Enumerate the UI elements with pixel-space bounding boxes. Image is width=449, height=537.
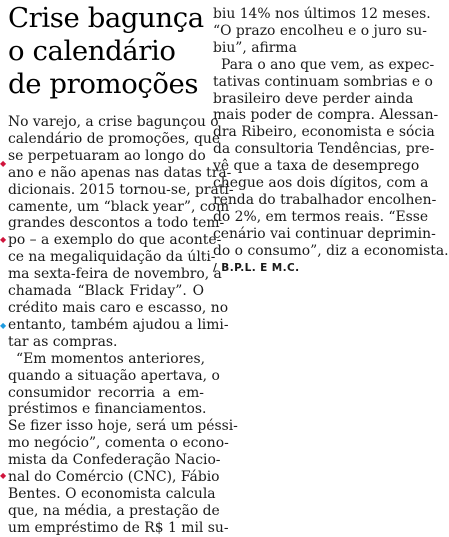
red-marker-icon: ◆	[0, 159, 7, 168]
text-line: Bentes. O economista calcula	[8, 485, 216, 502]
text-line: quando a situação apertava, o	[8, 367, 220, 384]
text-line: Se fizer isso hoje, será um péssi-	[8, 418, 238, 435]
text-line: nal do Comércio (CNC), Fábio	[8, 469, 220, 486]
text-line: mista da Confederação Nacio-	[8, 452, 221, 469]
text-line: tativas continuam sombrias e o	[213, 73, 433, 90]
text-line: um empréstimo de R$ 1 mil su-	[8, 519, 229, 536]
text-line: “Em momentos anteriores,	[16, 350, 206, 367]
text-line: tar as compras.	[8, 333, 118, 350]
text-line: chamada “Black Friday”. O	[8, 283, 204, 300]
headline-line-2: o calendário	[8, 35, 176, 67]
article-signature: / B.P.L. E M.C.	[213, 261, 300, 274]
red-marker-icon: ◆	[0, 235, 7, 244]
text-line: biu 14% nos últimos 12 meses.	[213, 6, 431, 22]
text-line: po – a exemplo do que aconte-	[8, 232, 222, 249]
article-headline	[8, 2, 204, 101]
text-line: “O prazo encolheu e o juro su-	[213, 22, 427, 39]
text-line: vê que a taxa de desemprego	[213, 158, 420, 175]
text-line: chegue aos dois dígitos, com a	[213, 175, 429, 192]
text-line: préstimos e financiamentos.	[8, 401, 207, 418]
text-line: ma sexta-feira de novembro, a	[8, 266, 222, 283]
headline-line-3: de promoções	[8, 68, 199, 100]
text-line: calendário de promoções, que	[8, 130, 221, 147]
headline-line-1: Crise bagunça	[8, 2, 204, 34]
text-line: biu”, afirma	[213, 39, 297, 56]
text-line: que, na média, a prestação de	[8, 502, 220, 519]
article-column-right	[213, 6, 449, 277]
text-line: Para o ano que vem, as expec-	[221, 56, 435, 73]
red-marker-icon: ◆	[0, 471, 7, 480]
blue-marker-icon: ◆	[0, 321, 7, 330]
text-line: renda do trabalhador encolhen-	[213, 191, 437, 208]
text-line: mais poder de compra. Alessan-	[213, 107, 439, 124]
text-line: crédito mais caro e escasso, no	[8, 299, 229, 316]
text-line: da consultoria Tendências, pre-	[213, 141, 435, 158]
text-line: grandes descontos a todo tem-	[8, 215, 225, 232]
text-line: entanto, também ajudou a limi-	[8, 316, 229, 333]
text-line: dicionais. 2015 tornou-se, prati-	[8, 181, 234, 198]
text-line: ce na megaliquidação da últi-	[8, 249, 216, 266]
text-line: brasileiro deve perder ainda	[213, 90, 414, 107]
text-line: consumidor recorria a em-	[8, 384, 204, 401]
article-column-left	[8, 114, 238, 537]
text-line: mo negócio”, comenta o econo-	[8, 435, 229, 452]
text-line: dra Ribeiro, economista e sócia	[213, 124, 435, 141]
text-line: camente, um “black year”, com	[8, 198, 230, 215]
text-line: se perpetuaram ao longo do	[8, 147, 206, 164]
text-line: do 2%, em termos reais. “Esse	[213, 208, 429, 225]
text-line: ano e não apenas nas datas tra-	[8, 164, 232, 181]
text-line: do o consumo”, diz a economista.	[213, 242, 449, 259]
text-line: cenário vai continuar deprimin-	[213, 225, 436, 242]
text-line: No varejo, a crise bagunçou o	[8, 114, 219, 130]
